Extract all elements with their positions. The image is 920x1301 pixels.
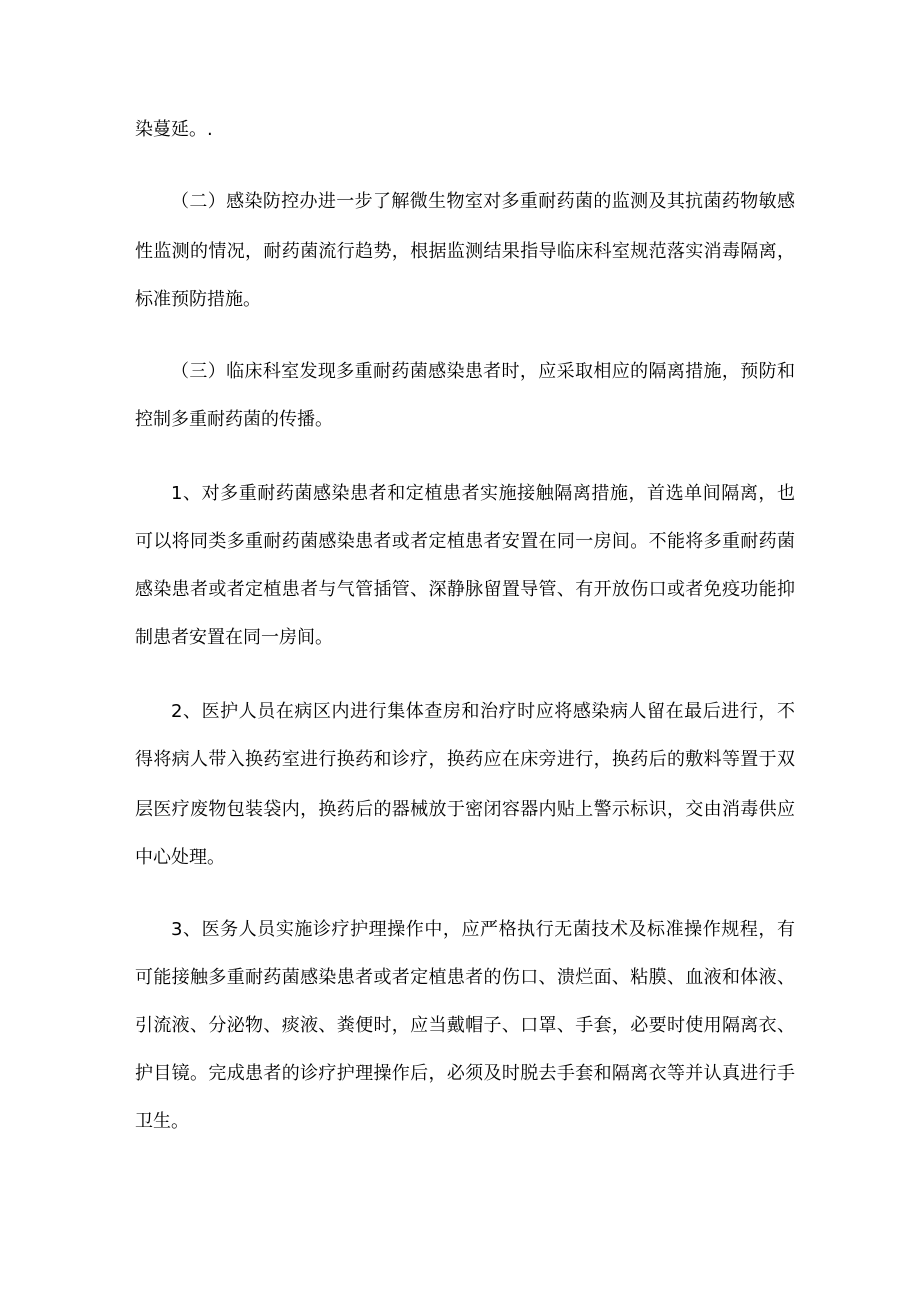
- paragraph-line: 制患者安置在同一房间。: [135, 627, 333, 648]
- paragraph-line: 感染患者或者定植患者与气管插管、深静脉留置导管、有开放伤口或者免疫功能抑: [135, 579, 796, 600]
- paragraph-line: 卫生。: [135, 1111, 189, 1132]
- paragraph-first-line: 3、医务人员实施诊疗护理操作中，应严格执行无菌技术及标准操作规程，有: [171, 919, 796, 940]
- paragraph-line: 层医疗废物包装袋内，换药后的器械放于密闭容器内贴上警示标识，交由消毒供应: [135, 799, 796, 820]
- paragraph-line: 护目镜。完成患者的诊疗护理操作后，必须及时脱去手套和隔离衣等并认真进行手: [135, 1063, 796, 1084]
- paragraph-first-line: （二）感染防控办进一步了解微生物室对多重耐药菌的监测及其抗菌药物敏感: [171, 191, 796, 212]
- paragraph-line: 引流液、分泌物、痰液、粪便时，应当戴帽子、口罩、手套，必要时使用隔离衣、: [135, 1015, 796, 1036]
- paragraph-line: 中心处理。: [135, 847, 225, 868]
- paragraph-line: 得将病人带入换药室进行换药和诊疗，换药应在床旁进行，换药后的敷料等置于双: [135, 749, 796, 770]
- paragraph-line: 可能接触多重耐药菌感染患者或者定植患者的伤口、溃烂面、粘膜、血液和体液、: [135, 967, 796, 988]
- paragraph-first-line: 2、医护人员在病区内进行集体查房和治疗时应将感染病人留在最后进行，不: [171, 701, 796, 722]
- paragraph-line: 控制多重耐药菌的传播。: [135, 409, 333, 430]
- paragraph-line: 标准预防措施。: [135, 289, 261, 310]
- paragraph-first-line: 染蔓延。.: [135, 119, 213, 140]
- paragraph-first-line: 1、对多重耐药菌感染患者和定植患者实施接触隔离措施，首选单间隔离，也: [171, 483, 796, 504]
- paragraph-line: 可以将同类多重耐药菌感染患者或者定植患者安置在同一房间。不能将多重耐药菌: [135, 531, 796, 552]
- paragraph-line: 性监测的情况，耐药菌流行趋势，根据监测结果指导临床科室规范落实消毒隔离，: [135, 241, 796, 262]
- paragraph-first-line: （三）临床科室发现多重耐药菌感染患者时，应采取相应的隔离措施，预防和: [171, 361, 796, 382]
